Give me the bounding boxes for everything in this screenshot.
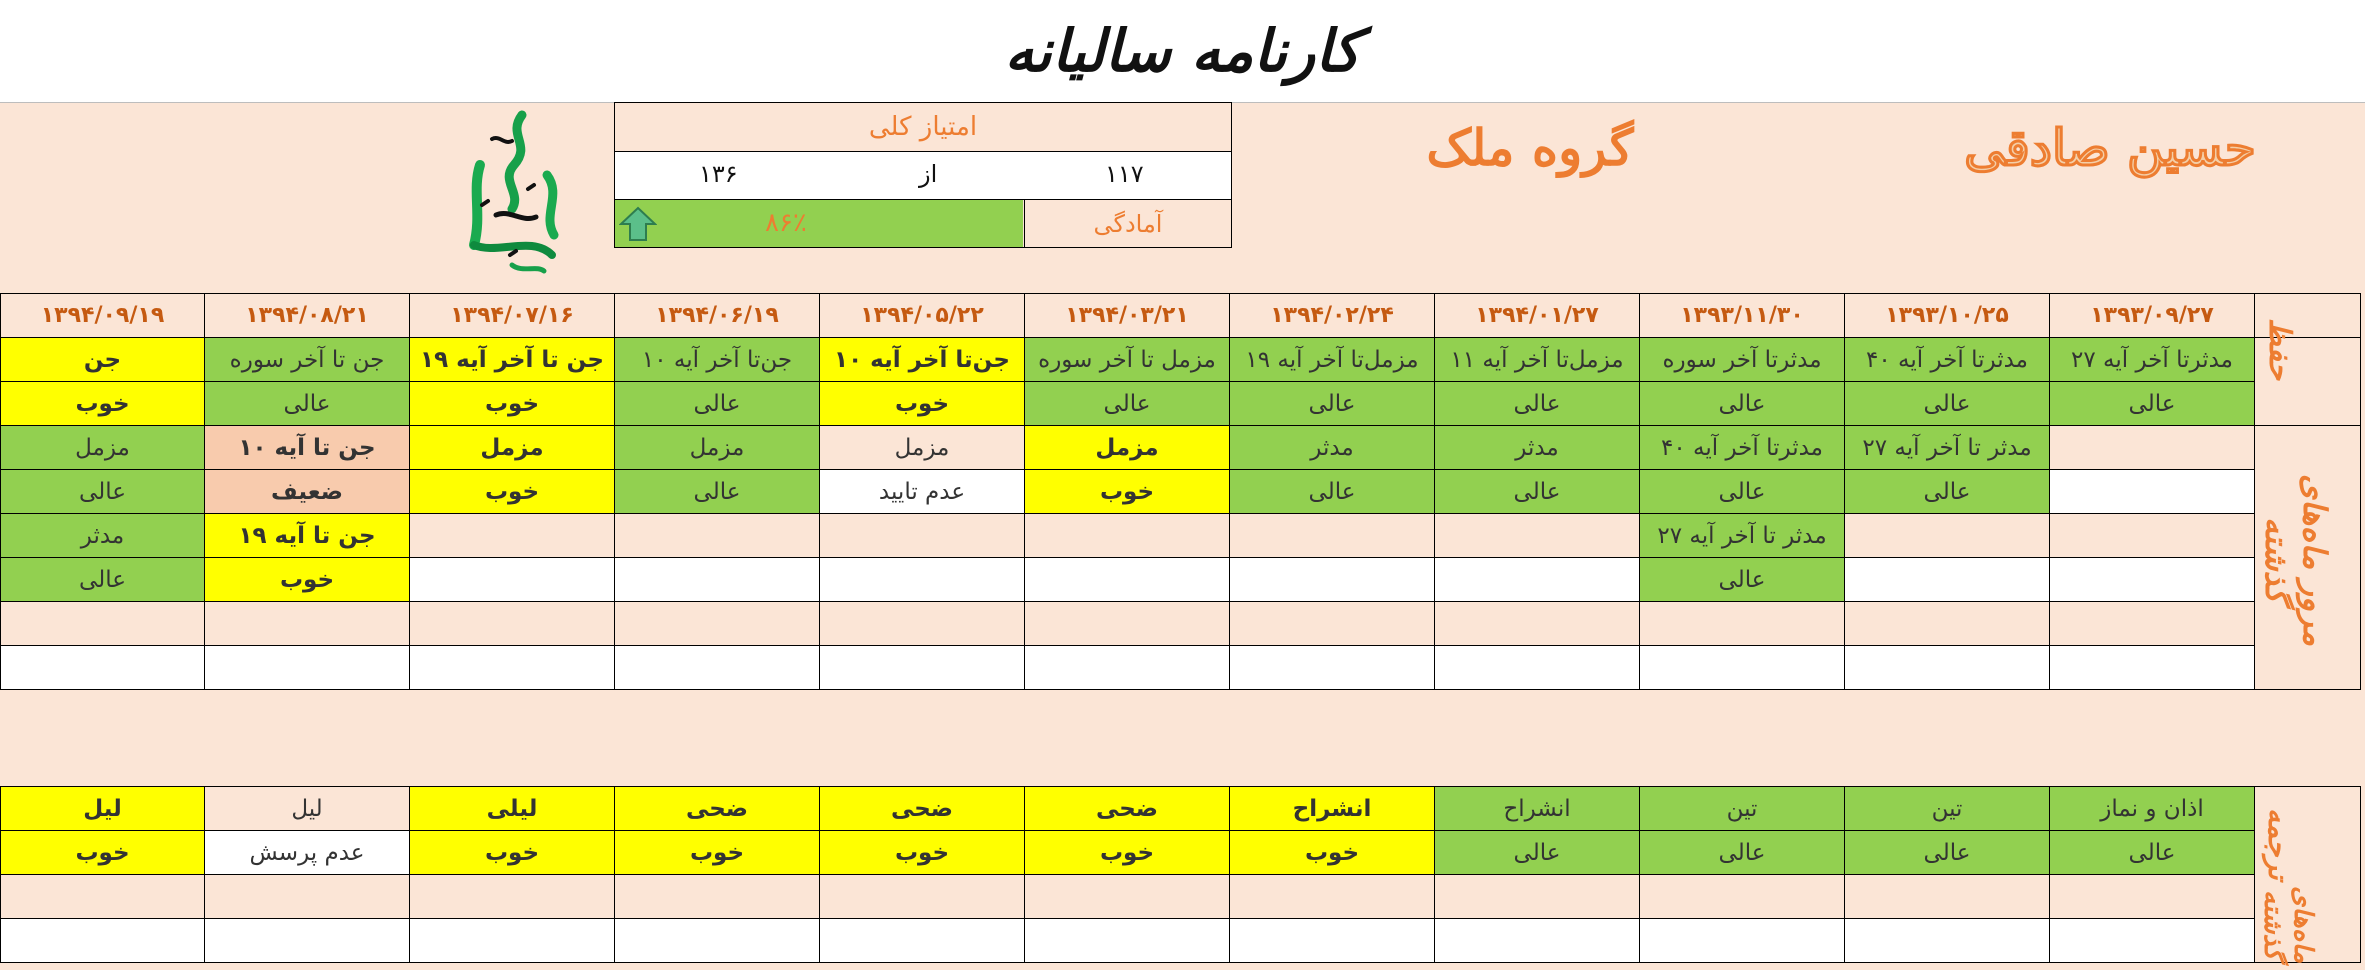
report-title: کارنامه سالیانه xyxy=(1004,17,1361,85)
morur-cell: مدثر xyxy=(1435,426,1640,470)
morur-row xyxy=(1,470,2361,514)
side-label-review: مرور ماه‌های گذشته xyxy=(2258,473,2334,647)
morur-cell: مزمل xyxy=(410,426,615,470)
arrow-up-icon xyxy=(619,206,657,242)
tarjome-cell xyxy=(1435,875,1640,919)
score-values xyxy=(615,152,1231,200)
morur-cell xyxy=(1435,558,1640,602)
score-header: امتیاز کلی xyxy=(615,103,1231,152)
morur-cell xyxy=(205,602,410,646)
morur-cell xyxy=(1230,602,1435,646)
tarjome-cell: عالی xyxy=(1435,831,1640,875)
morur-cell xyxy=(410,602,615,646)
date-row xyxy=(1,294,2361,338)
morur-cell: جن تا آیه ۱۹ xyxy=(205,514,410,558)
morur-cell xyxy=(1845,514,2050,558)
morur-cell xyxy=(820,646,1025,690)
morur-cell: مزمل xyxy=(1025,426,1230,470)
tarjome-cell xyxy=(1025,875,1230,919)
morur-cell xyxy=(1640,646,1845,690)
tarjome-cell xyxy=(205,875,410,919)
morur-cell: مزمل xyxy=(1,426,205,470)
tarjome-cell: لیل xyxy=(205,787,410,831)
hefz-cell: مزمل‌تا آخر آیه ۱۹ xyxy=(1230,338,1435,382)
date-cell: ۱۳۹۴/۰۵/۲۲ xyxy=(820,294,1025,338)
morur-cell: عالی xyxy=(1,470,205,514)
tarjome-cell xyxy=(1435,919,1640,963)
tarjome-cell: عالی xyxy=(2050,831,2255,875)
morur-cell xyxy=(1,602,205,646)
morur-cell xyxy=(1025,514,1230,558)
tarjome-cell xyxy=(1,919,205,963)
side-label-past-months: ماه‌های گذشته xyxy=(2258,886,2318,964)
hefz-cell: خوب xyxy=(1,382,205,426)
tarjome-table xyxy=(0,786,2361,963)
tarjome-cell: تین xyxy=(1640,787,1845,831)
hefz-cell: عالی xyxy=(615,382,820,426)
hefz-cell: جن تا آخر آیه ۱۹ xyxy=(410,338,615,382)
morur-cell: ضعیف xyxy=(205,470,410,514)
morur-cell: مدثر xyxy=(1230,426,1435,470)
hefz-cell: مدثرتا آخر سوره xyxy=(1640,338,1845,382)
morur-cell: خوب xyxy=(1025,470,1230,514)
morur-row xyxy=(1,646,2361,690)
morur-cell xyxy=(615,558,820,602)
morur-cell xyxy=(1025,646,1230,690)
tarjome-cell: عالی xyxy=(1845,831,2050,875)
morur-cell: خوب xyxy=(410,470,615,514)
morur-cell xyxy=(1025,602,1230,646)
morur-cell: عالی xyxy=(1435,470,1640,514)
tarjome-cell xyxy=(205,919,410,963)
date-cell: ۱۳۹۴/۰۶/۱۹ xyxy=(615,294,820,338)
tarjome-cell: لیلی xyxy=(410,787,615,831)
hefz-cell: مدثرتا آخر آیه ۲۷ xyxy=(2050,338,2255,382)
hefz-side-cell xyxy=(2255,382,2361,426)
hefz-cell: جن‌تا آخر آیه ۱۰ xyxy=(615,338,820,382)
group-name: گروه ملک xyxy=(1426,118,1634,177)
morur-cell: مدثرتا آخر آیه ۴۰ xyxy=(1640,426,1845,470)
hefz-row xyxy=(1,338,2361,382)
morur-cell: عالی xyxy=(615,470,820,514)
morur-cell xyxy=(820,602,1025,646)
tarjome-cell xyxy=(1230,919,1435,963)
tarjome-cell: خوب xyxy=(615,831,820,875)
morur-cell: عالی xyxy=(1845,470,2050,514)
morur-cell xyxy=(820,514,1025,558)
tarjome-row xyxy=(1,875,2361,919)
morur-row xyxy=(1,426,2361,470)
morur-row xyxy=(1,514,2361,558)
readiness-label: آمادگی xyxy=(1024,200,1231,247)
tarjome-cell xyxy=(2050,875,2255,919)
date-cell: ۱۳۹۴/۰۹/۱۹ xyxy=(1,294,205,338)
tarjome-cell: خوب xyxy=(1,831,205,875)
tarjome-cell xyxy=(615,919,820,963)
morur-cell xyxy=(1230,514,1435,558)
title-band xyxy=(0,0,2365,103)
morur-cell xyxy=(2050,646,2255,690)
hefz-cell: جن تا آخر سوره xyxy=(205,338,410,382)
morur-cell xyxy=(1230,558,1435,602)
morur-cell xyxy=(410,646,615,690)
morur-cell: مزمل xyxy=(820,426,1025,470)
morur-cell: عالی xyxy=(1230,470,1435,514)
morur-cell xyxy=(1230,646,1435,690)
hefz-row xyxy=(1,382,2361,426)
morur-cell xyxy=(2050,514,2255,558)
morur-cell: مزمل xyxy=(615,426,820,470)
tarjome-cell xyxy=(615,875,820,919)
readiness-row xyxy=(615,200,1231,247)
tarjome-cell xyxy=(1640,919,1845,963)
tarjome-cell: اذان و نماز xyxy=(2050,787,2255,831)
morur-cell xyxy=(1,646,205,690)
morur-cell xyxy=(1435,646,1640,690)
date-cell: ۱۳۹۳/۱۱/۳۰ xyxy=(1640,294,1845,338)
tarjome-cell: عالی xyxy=(1640,831,1845,875)
tarjome-cell: خوب xyxy=(410,831,615,875)
tarjome-cell: ضحی xyxy=(615,787,820,831)
morur-cell: عدم تایید xyxy=(820,470,1025,514)
morur-cell: مدثر تا آخر آیه ۲۷ xyxy=(1640,514,1845,558)
morur-cell xyxy=(1845,646,2050,690)
date-cell: ۱۳۹۴/۰۷/۱۶ xyxy=(410,294,615,338)
morur-cell xyxy=(615,602,820,646)
morur-row xyxy=(1,558,2361,602)
morur-cell: جن تا آیه ۱۰ xyxy=(205,426,410,470)
morur-cell xyxy=(2050,470,2255,514)
tarjome-cell xyxy=(820,919,1025,963)
tarjome-cell xyxy=(2050,919,2255,963)
morur-cell: مدثر تا آخر آیه ۲۷ xyxy=(1845,426,2050,470)
tarjome-cell xyxy=(820,875,1025,919)
tarjome-cell: خوب xyxy=(1025,831,1230,875)
tarjome-cell xyxy=(1845,919,2050,963)
hefz-cell: جن xyxy=(1,338,205,382)
score-total: ۱۳۶ xyxy=(699,160,738,188)
morur-cell xyxy=(2050,602,2255,646)
side-label-hefz: حفظ xyxy=(2262,318,2297,381)
tarjome-cell xyxy=(410,919,615,963)
hefz-cell: مدثرتا آخر آیه ۴۰ xyxy=(1845,338,2050,382)
date-cell: ۱۳۹۳/۰۹/۲۷ xyxy=(2050,294,2255,338)
hefz-cell: جن‌تا آخر آیه ۱۰ xyxy=(820,338,1025,382)
hefz-cell: عالی xyxy=(1640,382,1845,426)
morur-cell xyxy=(1435,602,1640,646)
hefz-cell: عالی xyxy=(1230,382,1435,426)
morur-cell xyxy=(410,558,615,602)
morur-cell: عالی xyxy=(1640,470,1845,514)
hefz-cell: عالی xyxy=(1845,382,2050,426)
tarjome-cell xyxy=(410,875,615,919)
student-name: حسین صادقی xyxy=(1964,118,2256,177)
morur-cell: عالی xyxy=(1,558,205,602)
date-cell: ۱۳۹۴/۰۲/۲۴ xyxy=(1230,294,1435,338)
tarjome-cell: عدم پرسش xyxy=(205,831,410,875)
score-earned: ۱۱۷ xyxy=(1105,160,1144,188)
morur-cell: عالی xyxy=(1640,558,1845,602)
morur-row xyxy=(1,602,2361,646)
morur-cell xyxy=(2050,426,2255,470)
date-cell: ۱۳۹۴/۰۳/۲۱ xyxy=(1025,294,1230,338)
date-cell: ۱۳۹۴/۰۱/۲۷ xyxy=(1435,294,1640,338)
score-of-label: از xyxy=(919,160,938,188)
hefz-cell: مزمل تا آخر سوره xyxy=(1025,338,1230,382)
morur-cell xyxy=(1025,558,1230,602)
tarjome-cell xyxy=(1845,875,2050,919)
tarjome-cell: ضحی xyxy=(820,787,1025,831)
date-cell: ۱۳۹۳/۱۰/۲۵ xyxy=(1845,294,2050,338)
hefz-cell: عالی xyxy=(1025,382,1230,426)
tarjome-cell: خوب xyxy=(1230,831,1435,875)
tarjome-cell: خوب xyxy=(820,831,1025,875)
morur-cell xyxy=(615,514,820,558)
morur-cell: خوب xyxy=(205,558,410,602)
hefz-morur-table xyxy=(0,293,2361,690)
morur-cell: مدثر xyxy=(1,514,205,558)
tarjome-cell: ضحی xyxy=(1025,787,1230,831)
tarjome-cell: انشراح xyxy=(1435,787,1640,831)
morur-cell xyxy=(1845,558,2050,602)
tarjome-cell: تین xyxy=(1845,787,2050,831)
tarjome-row xyxy=(1,919,2361,963)
hefz-cell: مزمل‌تا آخر آیه ۱۱ xyxy=(1435,338,1640,382)
hefz-cell: عالی xyxy=(205,382,410,426)
readiness-bar xyxy=(615,200,1023,247)
morur-cell xyxy=(2050,558,2255,602)
morur-cell xyxy=(1640,602,1845,646)
hefz-cell: خوب xyxy=(410,382,615,426)
morur-cell xyxy=(820,558,1025,602)
tarjome-cell xyxy=(1230,875,1435,919)
date-cell: ۱۳۹۴/۰۸/۲۱ xyxy=(205,294,410,338)
morur-cell xyxy=(205,646,410,690)
morur-cell xyxy=(410,514,615,558)
tarjome-cell xyxy=(1640,875,1845,919)
tarjome-row xyxy=(1,831,2361,875)
tarjome-row xyxy=(1,787,2361,831)
tarjome-cell xyxy=(1,875,205,919)
overall-score-box xyxy=(614,102,1232,248)
hefz-cell: عالی xyxy=(1435,382,1640,426)
hefz-cell: خوب xyxy=(820,382,1025,426)
tarjome-cell xyxy=(1025,919,1230,963)
morur-cell xyxy=(615,646,820,690)
morur-cell xyxy=(1845,602,2050,646)
morur-cell xyxy=(1435,514,1640,558)
side-label-tarjome: ترجمه xyxy=(2262,808,2295,880)
hefz-cell: عالی xyxy=(2050,382,2255,426)
tarjome-cell: لیل xyxy=(1,787,205,831)
tarjome-cell: انشراح xyxy=(1230,787,1435,831)
logo-emblem xyxy=(452,105,572,275)
readiness-percent: ۸۶٪ xyxy=(765,208,807,238)
